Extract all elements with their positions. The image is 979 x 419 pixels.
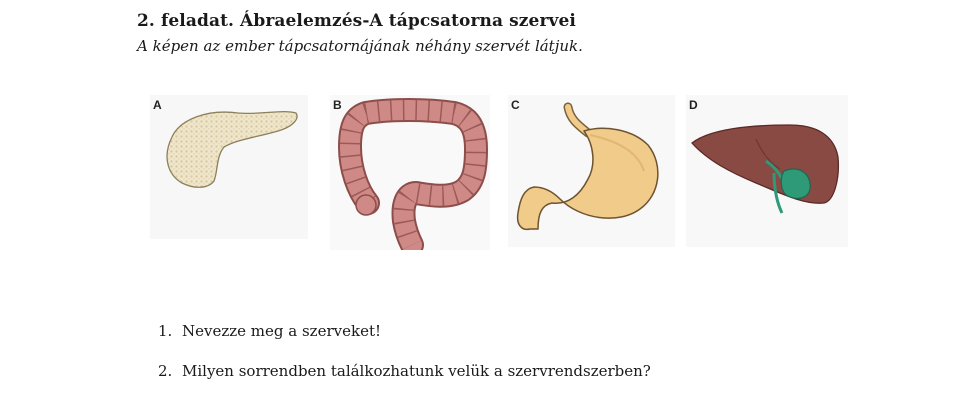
figure-label-d: D <box>689 98 698 112</box>
liver-icon <box>686 95 848 247</box>
task-subtitle: A képen az ember tápcsatornájának néhány szervét látjuk. <box>137 37 583 55</box>
question-item <box>158 362 651 402</box>
question-text: Nevezze meg a szerveket! <box>182 322 382 340</box>
question-number: 1. <box>158 322 173 340</box>
question-item <box>158 322 651 362</box>
figure-c <box>508 95 675 247</box>
large-intestine-icon <box>330 95 490 250</box>
question-list <box>158 322 651 402</box>
question-text: Milyen sorrendben találkozhatunk velük a szervrendszerben? <box>182 362 651 380</box>
figure-label-b: B <box>333 98 342 112</box>
figure-a <box>150 95 308 239</box>
figure-label-a: A <box>153 98 162 112</box>
stomach-icon <box>508 95 675 247</box>
figure-d <box>686 95 848 247</box>
question-number: 2. <box>158 362 173 380</box>
figure-label-c: C <box>511 98 520 112</box>
pancreas-icon <box>150 95 308 239</box>
task-title: 2. feladat. Ábraelemzés-A tápcsatorna szervei <box>137 11 576 31</box>
figure-b <box>330 95 490 250</box>
